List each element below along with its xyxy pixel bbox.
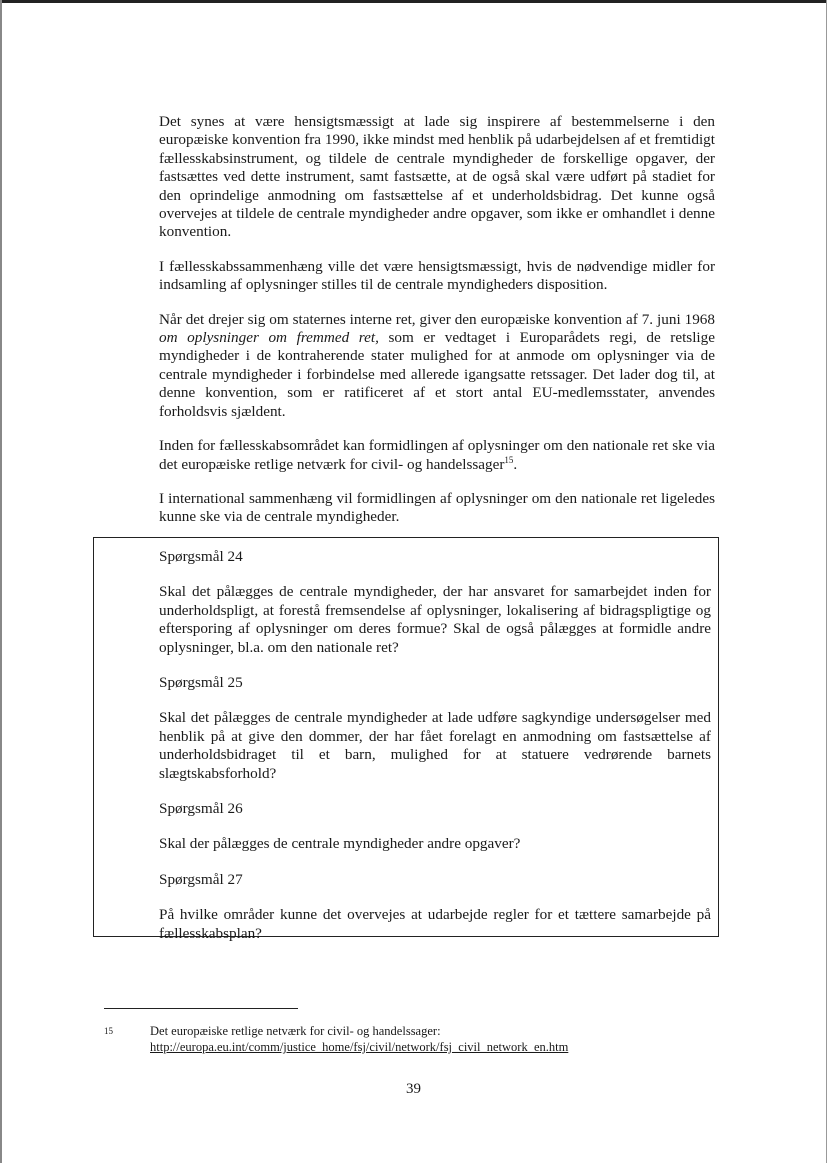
question-label: Spørgsmål 27 bbox=[159, 870, 243, 888]
paragraph-2: I fællesskabssammenhæng ville det være hensigtsmæssigt, hvis de nødvendige midler for indsamling af oplysninger stilles til de centrale myndigheders disposition. bbox=[159, 257, 715, 294]
paragraph-5: I international sammenhæng vil formidlingen af oplysninger om den nationale ret ligeledes kunne ske via de centrale myndigheder. bbox=[159, 489, 715, 526]
question-text: På hvilke områder kunne det overvejes at udarbejde regler for et tættere samarbejde på fællesskabsplan? bbox=[159, 906, 711, 942]
question-label: Spørgsmål 24 bbox=[159, 548, 243, 565]
footnote-text: Det europæiske retlige netværk for civil- og handelssager: bbox=[150, 1024, 441, 1038]
footnote-body bbox=[150, 1023, 568, 1055]
footnote-link[interactable]: http://europa.eu.int/comm/justice_home/fsj/civil/network/fsj_civil_network_en.htm bbox=[150, 1040, 569, 1054]
paragraph-3 bbox=[159, 311, 715, 421]
questions-box bbox=[93, 537, 719, 942]
paragraph-3-end: som er vedtaget i Europarådets regi, de retslige myndigheder i de kontraherende stater mulighed for at anmode om oplysninger via de centrale myndigheder i forbindelse med allerede igangsatte retssager. Det lader dog til, at denne konvention, som er ratificeret af et stort antal EU-medlemsstater, anvendes forholdsvis sjældent. bbox=[159, 329, 715, 420]
scan-border-top bbox=[0, 0, 827, 3]
question-text: Skal det pålægges de centrale myndigheder, der har ansvaret for samarbejdet inden for underholdspligt, at forestå fremsendelse af oplysninger, lokalisering af bidragspligtige og eftersporing af oplysninger om deres formue? Skal de også pålægges at formidle andre oplysninger, bl.a. om den nationale ret? bbox=[159, 583, 711, 656]
question-text: Skal der pålægges de centrale myndigheder andre opgaver? bbox=[159, 835, 521, 853]
paragraph-1: Det synes at være hensigtsmæssigt at lade sig inspirere af bestemmelserne i den europæiske konvention fra 1990, ikke mindst med henblik på udarbejdelsen af et fremtidigt fællesskabsinstrument, og tildele de centrale myndigheder de forskellige opgaver, der fastsættes ved dette instrument, samt fastsætte, at de også skal være udført på stadiet for den oprindelige anmodning om fastsættelse af et underholdsbidrag. Det kunne også overvejes at tildele de centrale myndigheder andre opgaver, som ikke er omhandlet i denne konvention. bbox=[159, 113, 715, 241]
paragraph-3-italic: om oplysninger om fremmed ret, bbox=[159, 329, 379, 347]
body-text bbox=[159, 113, 715, 543]
footnote-number: 15 bbox=[104, 1026, 113, 1036]
question-label: Spørgsmål 26 bbox=[159, 800, 243, 818]
question-label: Spørgsmål 25 bbox=[159, 674, 243, 692]
paragraph-4-text: Inden for fællesskabsområdet kan formidlingen af oplysninger om den nationale ret ske via det europæiske retlige netværk for civil- og handelssager bbox=[159, 437, 715, 473]
footnote-divider bbox=[104, 1008, 298, 1009]
questions-list bbox=[159, 548, 711, 960]
paragraph-4-end: . bbox=[513, 455, 518, 473]
paragraph-4 bbox=[159, 437, 715, 474]
page-number: 39 bbox=[406, 1081, 421, 1097]
question-text: Skal det pålægges de centrale myndigheder at lade udføre sagkyndige undersøgelser med henblik på at give den dommer, der har fået forelagt en anmodning om fastsættelse af underholdsbidraget til et barn, mulighed for at statuere vedrørende barnets slægtskabsforhold? bbox=[159, 709, 711, 782]
footnote-ref[interactable]: 15 bbox=[504, 454, 514, 465]
scan-border-left bbox=[0, 0, 2, 1163]
paragraph-3-start: Når det drejer sig om staternes interne ret, giver den europæiske konvention af 7. juni 1968 bbox=[159, 310, 715, 328]
